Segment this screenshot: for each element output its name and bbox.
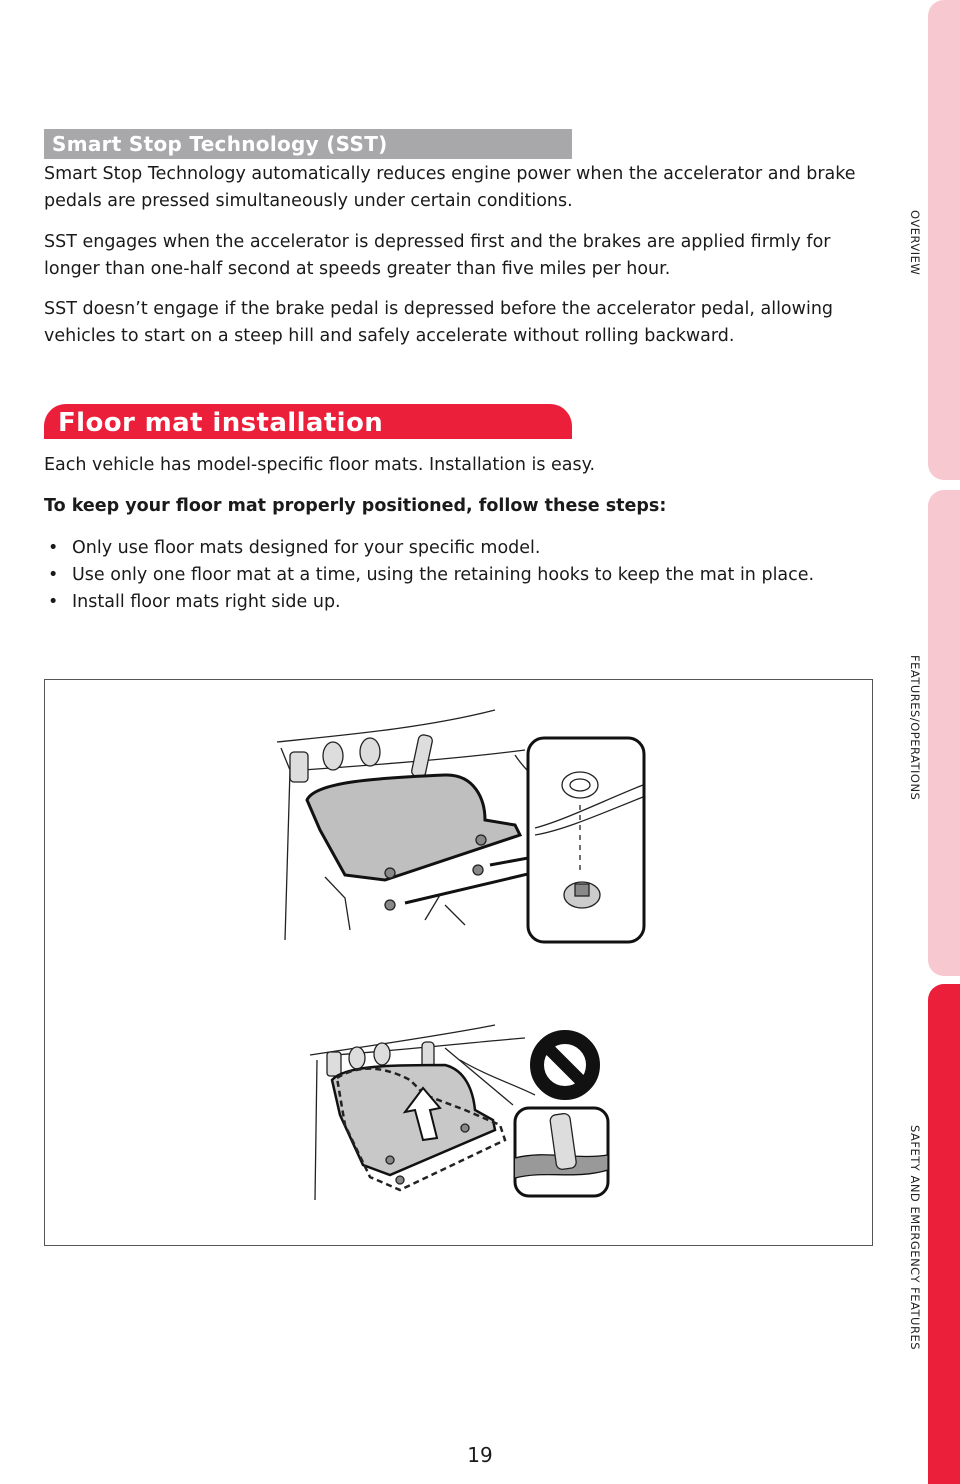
retaining-hook bbox=[476, 835, 486, 845]
pedal-accelerator bbox=[411, 734, 433, 778]
bullet-icon: • bbox=[48, 565, 59, 585]
prohibited-icon bbox=[537, 1037, 593, 1093]
floor-mat-steps-list bbox=[44, 535, 864, 616]
pedal-left-foot bbox=[290, 752, 308, 782]
step-text: Use only one floor mat at a time, using the retaining hooks to keep the mat in place. bbox=[72, 565, 815, 585]
pedal-clutch bbox=[323, 742, 343, 770]
list-item bbox=[44, 589, 864, 616]
sst-paragraph-3: SST doesn’t engage if the brake pedal is depressed before the accelerator pedal, allowing vehicles to start on a steep hill and safely accelerate without rolling backward. bbox=[44, 299, 834, 346]
floor-mat-steps-title: To keep your floor mat properly positioned, follow these steps: bbox=[44, 496, 667, 516]
tab-label-features: FEATURES/OPERATIONS bbox=[908, 655, 922, 801]
pedal-left-foot bbox=[327, 1052, 341, 1076]
pedal-brake bbox=[360, 738, 380, 766]
floor-mat-illustration bbox=[44, 679, 873, 1246]
tab-features-operations[interactable] bbox=[928, 490, 960, 976]
floor-mat-top bbox=[307, 775, 520, 880]
sst-paragraph-1: Smart Stop Technology automatically reduces engine power when the accelerator and brake pedals are pressed simultaneously under certain conditions. bbox=[44, 164, 856, 211]
list-item bbox=[44, 535, 864, 562]
tab-overview[interactable] bbox=[928, 0, 960, 480]
tab-safety-emergency[interactable] bbox=[928, 984, 960, 1484]
retaining-hook bbox=[385, 868, 395, 878]
page-number: 19 bbox=[467, 1443, 493, 1467]
floor-mat-intro: Each vehicle has model-specific floor mats. Installation is easy. bbox=[44, 455, 596, 475]
step-text: Only use floor mats designed for your specific model. bbox=[72, 538, 541, 558]
pedal-brake bbox=[374, 1043, 390, 1065]
bullet-icon: • bbox=[48, 592, 59, 612]
step-text: Install floor mats right side up. bbox=[72, 592, 341, 612]
tab-label-safety: SAFETY AND EMERGENCY FEATURES bbox=[908, 1125, 922, 1351]
sst-section-heading: Smart Stop Technology (SST) bbox=[44, 129, 572, 159]
list-item bbox=[44, 562, 864, 589]
retaining-hook bbox=[473, 865, 483, 875]
floor-mat-section-heading: Floor mat installation bbox=[44, 404, 572, 439]
retaining-hook bbox=[385, 900, 395, 910]
sst-paragraph-2: SST engages when the accelerator is depressed first and the brakes are applied firmly for longer than one-half second at speeds greater than five miles per hour. bbox=[44, 232, 831, 279]
tab-label-overview: OVERVIEW bbox=[908, 210, 922, 276]
detail-callout bbox=[528, 738, 644, 942]
floor-mat-diagram bbox=[45, 680, 872, 1245]
bullet-icon: • bbox=[48, 538, 59, 558]
pedal-clutch bbox=[349, 1047, 365, 1069]
floor-mat-bottom bbox=[332, 1065, 495, 1175]
